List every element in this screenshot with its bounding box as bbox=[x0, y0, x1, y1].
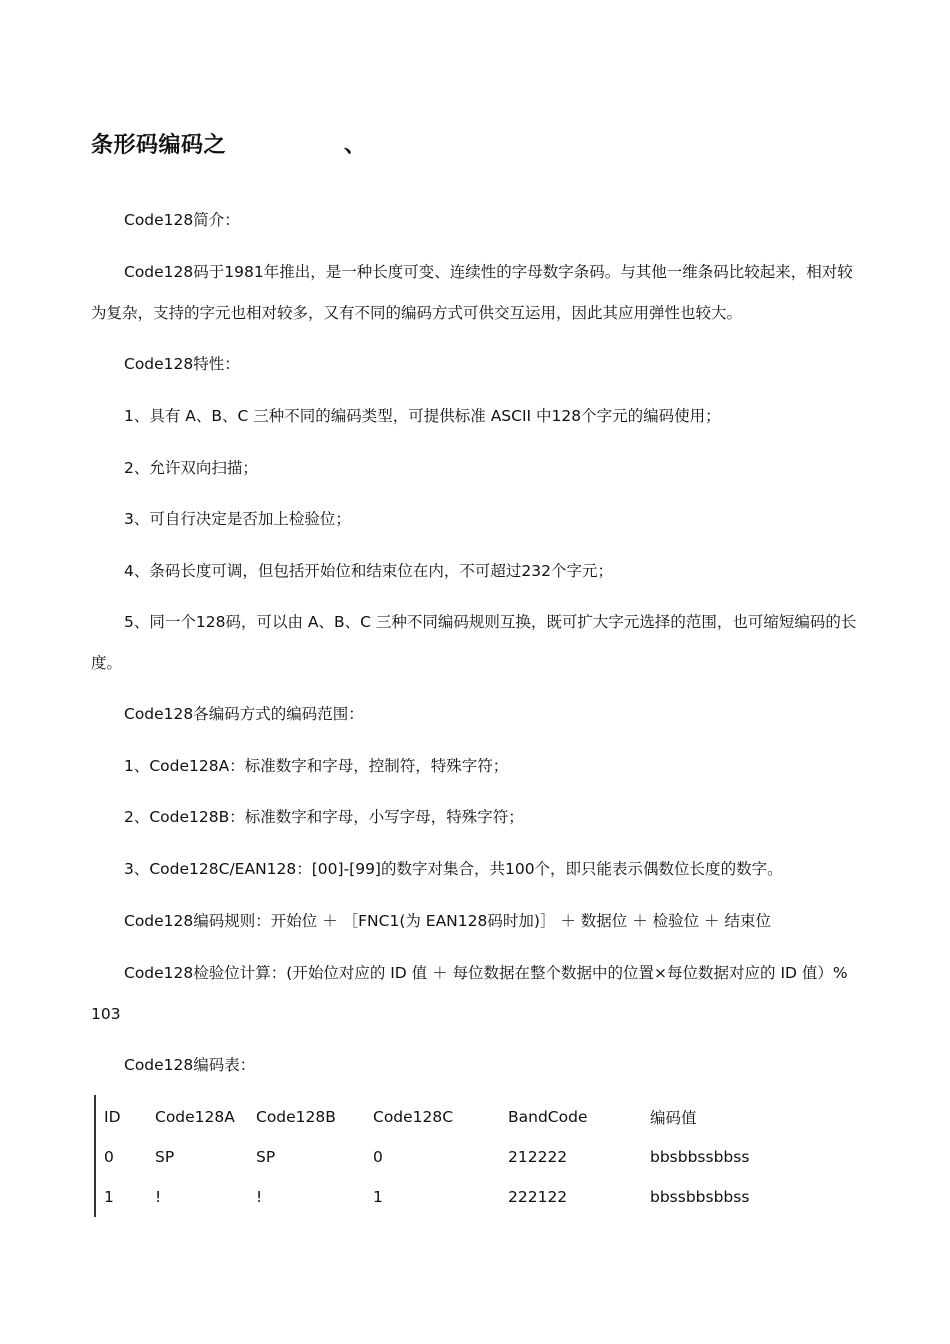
feature-item: 4、条码长度可调，但包括开始位和结束位在内，不可超过232个字元； bbox=[124, 562, 613, 580]
features-heading: Code128特性： bbox=[124, 355, 240, 373]
table-header-cell: Code128B bbox=[256, 1108, 336, 1126]
ranges-heading: Code128各编码方式的编码范围： bbox=[124, 705, 364, 723]
table-heading: Code128编码表： bbox=[124, 1056, 256, 1074]
feature-item: 3、可自行决定是否加上检验位； bbox=[124, 510, 351, 528]
table-cell: 212222 bbox=[508, 1148, 568, 1166]
table-left-border bbox=[94, 1095, 96, 1217]
feature-item: 5、同一个128码，可以由 A、B、C 三种不同编码规则互换，既可扩大字元选择的范围，也可缩短编码的长度。 bbox=[91, 613, 857, 672]
table-header-cell: Code128A bbox=[155, 1108, 235, 1126]
document-title: 条形码编码之 bbox=[91, 133, 227, 158]
checksum-formula: Code128检验位计算：(开始位对应的 ID 值 ＋ 每位数据在整个数据中的位置×每位数据对应的 ID 值）% 103 bbox=[91, 964, 848, 1023]
table-cell: SP bbox=[155, 1148, 175, 1166]
range-item: 1、Code128A：标准数字和字母，控制符，特殊字符； bbox=[124, 757, 509, 775]
table-cell: bbsbbssbbss bbox=[650, 1148, 750, 1166]
intro-paragraph: Code128码于1981年推出，是一种长度可变、连续性的字母数字条码。与其他一维条码比较起来，相对较为复杂，支持的字元也相对较多，又有不同的编码方式可供交互运用，因此其应用弹性也较大。 bbox=[91, 263, 853, 322]
intro-heading: Code128简介： bbox=[124, 211, 240, 229]
table-cell: 1 bbox=[104, 1188, 114, 1206]
table-cell: 222122 bbox=[508, 1188, 568, 1206]
table-row bbox=[100, 1137, 810, 1177]
range-item: 3、Code128C/EAN128：[00]-[99]的数字对集合，共100个，即只能表示偶数位长度的数字。 bbox=[124, 860, 783, 878]
table-header-cell: Code128C bbox=[373, 1108, 454, 1126]
table-header-cell: BandCode bbox=[508, 1108, 588, 1126]
feature-item: 1、具有 A、B、C 三种不同的编码类型，可提供标准 ASCII 中128个字元的编码使用； bbox=[124, 407, 721, 425]
table-cell: ! bbox=[155, 1188, 162, 1206]
table-header-cell: 编码值 bbox=[650, 1109, 697, 1127]
table-cell: ! bbox=[256, 1188, 263, 1206]
title-separator: 、 bbox=[344, 133, 367, 158]
range-item: 2、Code128B：标准数字和字母，小写字母，特殊字符； bbox=[124, 808, 524, 826]
table-header-cell: ID bbox=[104, 1108, 121, 1126]
table-cell: 1 bbox=[373, 1188, 383, 1206]
table-cell: SP bbox=[256, 1148, 276, 1166]
encoding-rule: Code128编码规则：开始位 ＋ ［FNC1(为 EAN128码时加)］ ＋ 数据位 ＋ 检验位 ＋ 结束位 bbox=[124, 912, 771, 930]
feature-item: 2、允许双向扫描； bbox=[124, 459, 258, 477]
table-header-row bbox=[100, 1097, 810, 1137]
table-cell: bbssbbsbbss bbox=[650, 1188, 750, 1206]
code128-table bbox=[100, 1097, 810, 1217]
table-cell: 0 bbox=[373, 1148, 383, 1166]
table-cell: 0 bbox=[104, 1148, 114, 1166]
table-row bbox=[100, 1177, 810, 1217]
